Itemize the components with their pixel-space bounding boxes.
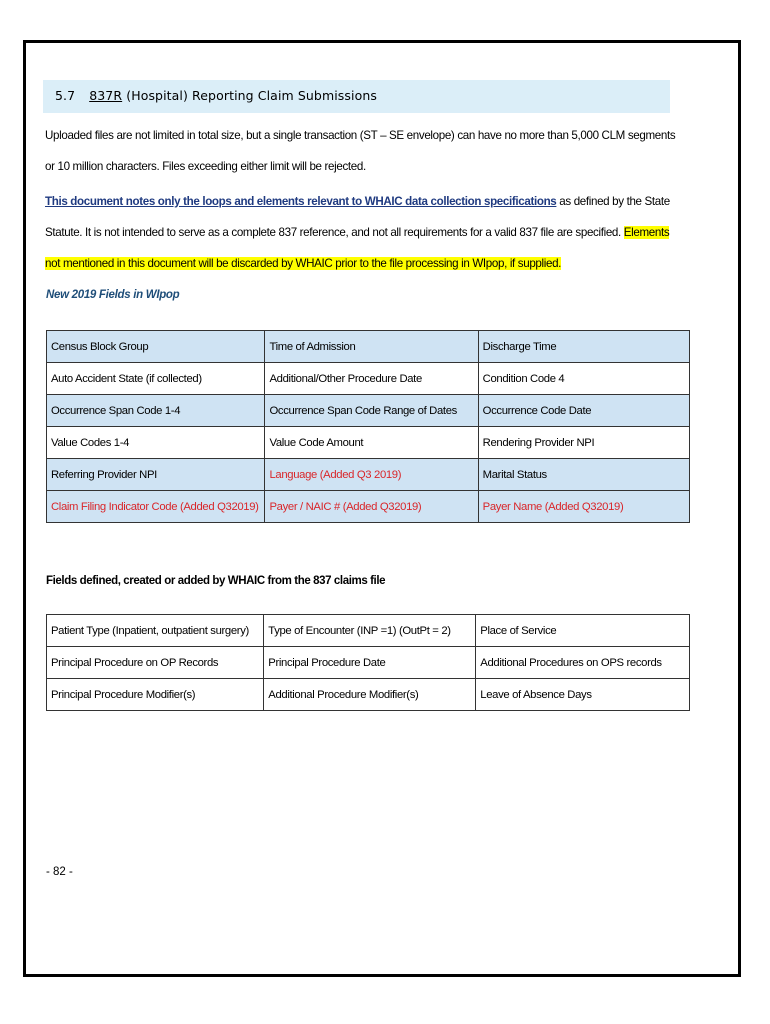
- intro-paragraph: Uploaded files are not limited in total size, but a single transaction (ST – SE envelope) can have no more than 5,000 CLM segments or 10 million characters. Files exceeding either limit will be rejected.: [45, 129, 676, 173]
- scope-text: as defined by the State Statute. It is not intended to serve as a complete 837 reference, and not all requirements for a valid 837 file are specified.: [45, 195, 670, 239]
- table-cell: Payer / NAIC # (Added Q32019): [265, 491, 478, 523]
- table-cell: Additional Procedures on OPS records: [476, 647, 690, 679]
- table-row: [47, 491, 690, 523]
- table-row: [47, 679, 690, 711]
- new-fields-subheading: New 2019 Fields in WIpop: [46, 289, 180, 301]
- table-cell: Principal Procedure Modifier(s): [47, 679, 264, 711]
- table-cell: Occurrence Code Date: [478, 395, 689, 427]
- table-cell: Occurrence Span Code 1-4: [47, 395, 265, 427]
- table-cell: Discharge Time: [478, 331, 689, 363]
- table-row: [47, 615, 690, 647]
- table-cell: Auto Accident State (if collected): [47, 363, 265, 395]
- whaic-fields-table: [46, 614, 690, 711]
- section-number: 5.7: [55, 88, 76, 103]
- table-cell: Time of Admission: [265, 331, 478, 363]
- table-row: [47, 331, 690, 363]
- table-row: [47, 395, 690, 427]
- section-header: [43, 80, 670, 113]
- table-cell: Value Codes 1-4: [47, 427, 265, 459]
- scope-paragraph: [45, 186, 685, 279]
- table-cell: Census Block Group: [47, 331, 265, 363]
- table-cell: Condition Code 4: [478, 363, 689, 395]
- table-cell: Principal Procedure Date: [264, 647, 476, 679]
- table-row: [47, 459, 690, 491]
- new-fields-table: [46, 330, 690, 523]
- table-cell: Occurrence Span Code Range of Dates: [265, 395, 478, 427]
- section-title: [55, 88, 377, 103]
- whaic-fields-heading: Fields defined, created or added by WHAIC from the 837 claims file: [46, 575, 386, 587]
- table-cell: Language (Added Q3 2019): [265, 459, 478, 491]
- table-row: [47, 427, 690, 459]
- table-cell: Principal Procedure on OP Records: [47, 647, 264, 679]
- scope-link[interactable]: This document notes only the loops and elements relevant to WHAIC data collection specifications: [45, 195, 557, 208]
- table-cell: Payer Name (Added Q32019): [478, 491, 689, 523]
- table-cell: Place of Service: [476, 615, 690, 647]
- table-cell: Type of Encounter (INP =1) (OutPt = 2): [264, 615, 476, 647]
- table-cell: Patient Type (Inpatient, outpatient surgery): [47, 615, 264, 647]
- table-cell: Rendering Provider NPI: [478, 427, 689, 459]
- table-cell: Marital Status: [478, 459, 689, 491]
- table-cell: Additional/Other Procedure Date: [265, 363, 478, 395]
- table-row: [47, 363, 690, 395]
- section-title-rest: (Hospital) Reporting Claim Submissions: [122, 88, 377, 103]
- discard-notice: Elements not mentioned in this document will be discarded by WHAIC prior to the file processing in WIpop, if supplied.: [45, 226, 670, 270]
- table-cell: Referring Provider NPI: [47, 459, 265, 491]
- table-cell: Value Code Amount: [265, 427, 478, 459]
- table-cell: Claim Filing Indicator Code (Added Q32019): [47, 491, 265, 523]
- table-cell: Leave of Absence Days: [476, 679, 690, 711]
- section-title-code: 837R: [89, 88, 123, 103]
- table-cell: Additional Procedure Modifier(s): [264, 679, 476, 711]
- page-number: - 82 -: [46, 866, 73, 878]
- table-row: [47, 647, 690, 679]
